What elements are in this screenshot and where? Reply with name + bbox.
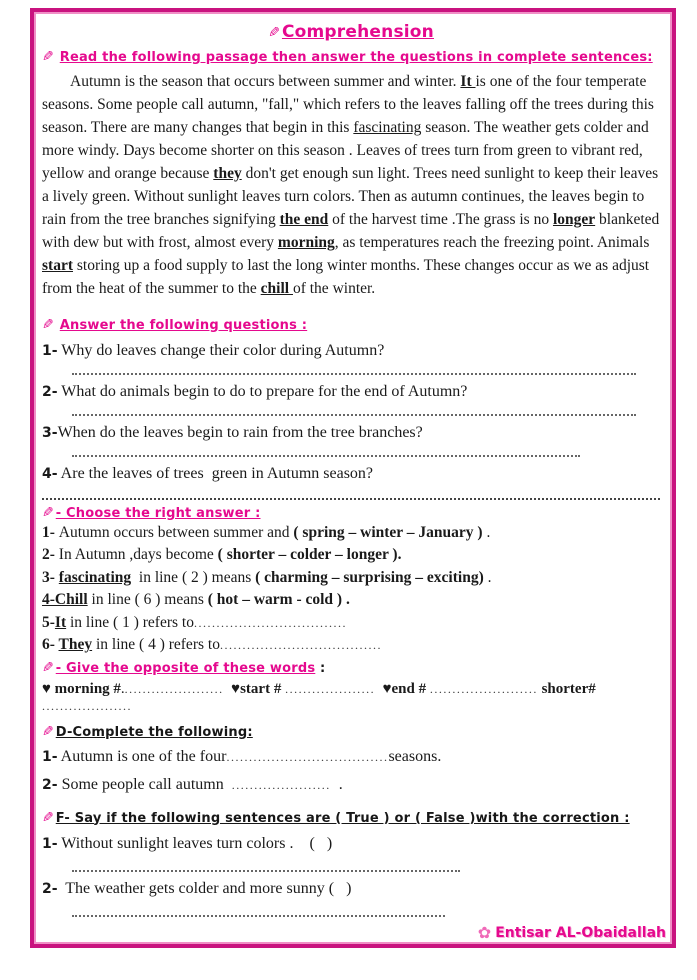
question-item — [42, 422, 660, 444]
pencil-icon: ✎ — [42, 317, 54, 333]
question-number: 2- — [42, 880, 58, 897]
opposites-heading-row — [42, 659, 660, 677]
section-d-heading-row — [42, 723, 660, 741]
pencil-icon: ✎ — [42, 505, 54, 521]
fairy-icon: ✿ — [477, 923, 492, 942]
answer-line — [72, 405, 636, 416]
question-text: What do animals begin to do to prepare for the end of Autumn? — [57, 382, 468, 400]
question-text: Why do leaves change their color during Autumn? — [57, 341, 385, 359]
question-number: 2- — [42, 776, 58, 793]
opposites-row: ♥ morning #....................... ♥start # .................... ♥end # ........................ shorter# .................... — [42, 680, 596, 713]
question-item — [42, 463, 660, 485]
truefalse-text: The weather gets colder and more sunny ( ) — [57, 879, 352, 897]
question-text: When do the leaves begin to rain from the tree branches? — [57, 423, 423, 441]
question-item — [42, 381, 660, 403]
signature — [478, 923, 666, 942]
truefalse-text: Without sunlight leaves turn colors . ( ) — [57, 834, 333, 852]
choice-item: 3- fascinating in line ( 2 ) means ( charming – surprising – exciting) . — [42, 568, 492, 586]
answer-line — [42, 489, 660, 500]
pencil-icon: ✎ — [42, 50, 54, 65]
answer-line — [72, 446, 580, 457]
section-c-heading: - Choose the right answer : — [55, 505, 261, 521]
question-text: Are the leaves of trees green in Autumn season? — [57, 464, 374, 482]
section-d-heading: D-Complete the following: — [55, 724, 253, 740]
signature-text: Entisar AL-Obaidallah — [495, 924, 666, 941]
question-number: 1- — [42, 342, 58, 359]
choice-item: 4-Chill in line ( 6 ) means ( hot – warm - cold ) . — [42, 591, 350, 608]
question-number: 4- — [42, 465, 58, 482]
choice-item: 1- Autumn occurs between summer and ( spring – winter – January ) . — [42, 523, 491, 541]
section-a-heading: Answer the following questions : — [59, 317, 308, 333]
complete-item — [42, 773, 660, 797]
question-number: 1- — [42, 835, 58, 852]
choice-item: 6- They in line ( 4 ) refers to.................................... — [42, 636, 382, 653]
passage-paragraph: Autumn is the season that occurs between summer and winter. It is one of the four temperate seasons. Some people call autumn, "fall," which refers to the leaves falling off the trees during this season. There are many changes that begin in this fascinating season. The weather gets colder and more windy. Days become shorter on this season . Leaves of trees turn from green to vibrant red, yellow and orange because they don't get enough sun light. Trees need sunlight to keep their leaves a lively green. Without sunlight leaves turn colors. Then as autumn continues, the leaves begin to rain from the tree branches signifying the end of the harvest time .The grass is no longer blanketed with dew but with frost, almost every morning, as temperatures reach the freezing point. Animals start storing up a food supply to last the long winter months. These changes occur as we as adjust from the heat of the summer to the chill of the winter. — [42, 73, 664, 297]
question-number: 3- — [42, 424, 58, 441]
answer-line — [72, 861, 460, 872]
answer-line — [72, 364, 636, 375]
question-number: 2- — [42, 383, 58, 400]
pencil-icon: ✎ — [42, 660, 54, 676]
truefalse-item — [42, 878, 660, 900]
complete-text: Autumn is one of the four....................................seasons. — [57, 747, 442, 765]
section-f-heading-row — [42, 809, 660, 827]
intro-heading-row — [42, 48, 660, 66]
intro-heading: Read the following passage then answer the questions in complete sentences: — [59, 50, 653, 65]
section-c-heading-row — [42, 504, 660, 522]
pencil-icon: ✎ — [268, 25, 280, 41]
section-f-heading: F- Say if the following sentences are ( True ) or ( False )with the correction : — [55, 810, 630, 826]
worksheet-frame — [30, 8, 676, 948]
choice-item: 2- In Autumn ,days become ( shorter – colder – longer ). — [42, 546, 402, 563]
answer-line — [72, 906, 445, 917]
section-a-heading-row — [42, 316, 660, 334]
choice-item: 5-It in line ( 1 ) refers to.................................. — [42, 613, 347, 631]
truefalse-item — [42, 833, 660, 855]
page-title-row — [42, 22, 660, 42]
page-title: ✎ Comprehension — [268, 22, 434, 42]
question-number: 1- — [42, 748, 58, 765]
pencil-icon: ✎ — [42, 810, 54, 826]
opposites-heading: - Give the opposite of these words — [55, 660, 316, 676]
question-item — [42, 340, 660, 362]
pencil-icon: ✎ — [42, 724, 54, 740]
opposites-heading-colon: : — [315, 660, 326, 676]
complete-item — [42, 745, 660, 769]
complete-text: Some people call autumn ...................... . — [57, 775, 343, 793]
